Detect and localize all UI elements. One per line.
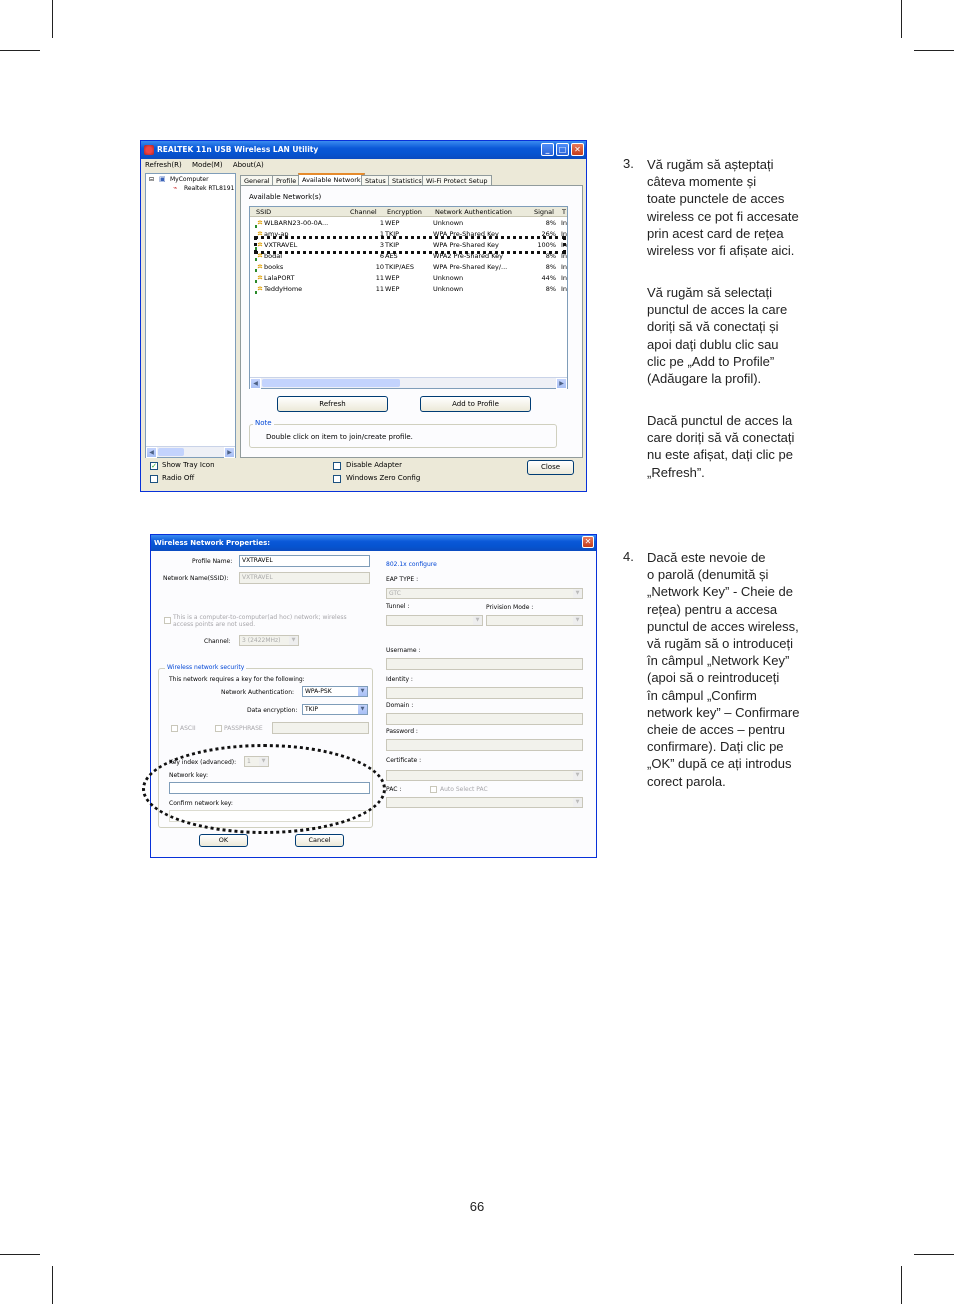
domain-input[interactable] xyxy=(386,713,583,725)
cell-auth: Unknown xyxy=(433,285,464,293)
confirm-key-label: Confirm network key: xyxy=(169,800,233,807)
windows-zero-config-checkbox[interactable] xyxy=(333,475,341,483)
cell-ssid: VXTRAVEL xyxy=(264,241,298,249)
cell-auth: Unknown xyxy=(433,219,464,227)
eap-label: EAP TYPE : xyxy=(386,576,419,583)
cell-type: In xyxy=(561,219,568,227)
show-tray-checkbox[interactable]: ✓ xyxy=(151,462,157,470)
step-4-number: 4. xyxy=(623,549,634,564)
cell-signal: 44% xyxy=(541,274,556,282)
step-3-para-1: Vă rugăm să așteptați câteva momente și toate punctele de acces wireless ce pot fi accesate prin acest card de rețea wireless vor fi afișate aici. xyxy=(647,157,799,259)
provision-label: Privision Mode : xyxy=(486,604,534,611)
window-title: Wireless Network Properties: xyxy=(154,539,271,547)
key-index-value: 1 xyxy=(247,758,251,765)
col-signal[interactable]: Signal xyxy=(534,208,554,216)
step-4-para-1: Dacă este nevoie de o parolă (denumită și „Network Key” - Cheie de rețea) pentru a accesa punctul de acces wireless, vă rugăm să o introduceți în câmpul „Network Key” (apoi să o reintroduceți în câmpul „Confirm network key” – Confirmare cheie de acces – pentru confirmare). Dați clic pe „OK” după ce ați introdus corect parola. xyxy=(647,550,800,789)
scroll-thumb[interactable] xyxy=(262,379,400,387)
highlight-selected-network xyxy=(254,236,566,254)
tunnel-select[interactable] xyxy=(386,615,483,626)
signal-icon xyxy=(255,264,262,271)
tab-general[interactable]: General xyxy=(240,175,274,186)
scroll-thumb[interactable] xyxy=(158,448,184,456)
cell-ssid: LalaPORT xyxy=(264,274,295,282)
tree-adapter[interactable]: Realtek RTL8191 xyxy=(184,185,235,192)
cell-auth: WPA Pre-Shared Key xyxy=(433,241,499,249)
profile-name-input[interactable]: VXTRAVEL xyxy=(239,555,370,567)
ascii-label: ASCII xyxy=(180,725,196,732)
scroll-left-icon[interactable]: ◀ xyxy=(146,447,157,458)
cell-enc: WEP xyxy=(385,285,400,293)
auto-pac-checkbox[interactable] xyxy=(430,786,437,793)
cell-ssid: bodal xyxy=(264,252,283,260)
title-bar[interactable] xyxy=(151,535,596,551)
cell-type: In xyxy=(561,241,568,249)
window-title: REALTEK 11n USB Wireless LAN Utility xyxy=(157,145,319,154)
cell-auth: WPA Pre-Shared Key/... xyxy=(433,263,508,271)
tab-status[interactable]: Status xyxy=(361,175,390,186)
page-number: 66 xyxy=(469,1199,485,1214)
table-row[interactable] xyxy=(250,273,567,284)
cell-type: In xyxy=(561,285,568,293)
maximize-icon[interactable]: □ xyxy=(556,143,569,156)
note-title: Note xyxy=(255,419,272,427)
crop-mark xyxy=(914,1254,954,1255)
auth-value: WPA-PSK xyxy=(305,688,332,695)
cell-type: In xyxy=(561,274,568,282)
scroll-left-icon[interactable]: ◀ xyxy=(250,378,261,389)
security-title: Wireless network security xyxy=(167,664,245,671)
certificate-label: Certificate : xyxy=(386,757,422,764)
step-3-para-2: Vă rugăm să selectați punctul de acces la care doriți să vă conectați și apoi dați dublu clic sau clic pe „Add to Profile” (Adăugare la profil). xyxy=(647,285,788,387)
crop-mark xyxy=(0,1254,40,1255)
chevron-down-icon[interactable]: ▼ xyxy=(573,589,582,598)
col-type[interactable]: T xyxy=(562,208,566,216)
password-input[interactable] xyxy=(386,739,583,751)
col-encryption[interactable]: Encryption xyxy=(387,208,422,216)
tab-available-network[interactable]: Available Network xyxy=(298,173,365,186)
cell-enc: TKIP xyxy=(385,230,400,238)
cell-signal: 8% xyxy=(545,263,556,271)
menu-refresh[interactable]: Refresh(R) xyxy=(145,161,182,169)
cell-signal: 26% xyxy=(541,230,556,238)
cell-auth: WPA2 Pre-Shared Key xyxy=(433,252,503,260)
section-label: Available Network(s) xyxy=(249,193,322,201)
chevron-down-icon[interactable]: ▼ xyxy=(358,705,367,714)
key-index-label: Key index (advanced): xyxy=(169,759,237,766)
show-tray-label: Show Tray Icon xyxy=(162,461,215,469)
title-bar[interactable] xyxy=(141,141,586,159)
enc-select[interactable] xyxy=(302,704,368,715)
scroll-right-icon[interactable]: ▶ xyxy=(224,447,235,458)
channel-value: 3 (2422MHz) xyxy=(242,637,281,644)
tree-root[interactable]: MyComputer xyxy=(170,176,209,183)
add-to-profile-button[interactable]: Add to Profile xyxy=(420,396,531,412)
chevron-down-icon[interactable]: ▼ xyxy=(473,616,482,625)
tab-statistics[interactable]: Statistics xyxy=(388,175,426,186)
tab-profile[interactable]: Profile xyxy=(272,175,300,186)
chevron-down-icon[interactable]: ▼ xyxy=(573,616,582,625)
crop-mark xyxy=(0,50,40,51)
minimize-icon[interactable]: _ xyxy=(541,143,554,156)
cell-type: In xyxy=(561,252,568,260)
eap-value: GTC xyxy=(389,590,401,597)
step-3-number: 3. xyxy=(623,156,634,171)
computer-icon: ▣ xyxy=(159,175,166,183)
passphrase-input[interactable] xyxy=(272,722,369,734)
table-row[interactable] xyxy=(250,262,567,273)
disable-adapter-label: Disable Adapter xyxy=(346,461,402,469)
pac-select[interactable] xyxy=(386,797,583,808)
enc-value: TKIP xyxy=(305,706,318,713)
realtek-logo-icon xyxy=(144,145,154,155)
username-input[interactable] xyxy=(386,658,583,670)
cell-channel: 11 xyxy=(375,285,384,293)
eap-select[interactable] xyxy=(386,588,583,599)
close-button[interactable]: Close xyxy=(527,460,574,475)
cell-auth: Unknown xyxy=(433,274,464,282)
identity-input[interactable] xyxy=(386,687,583,699)
col-ssid[interactable]: SSID xyxy=(256,208,272,216)
col-auth[interactable]: Network Authentication xyxy=(435,208,512,216)
security-text: This network requires a key for the following: xyxy=(169,676,305,683)
radio-off-label: Radio Off xyxy=(162,474,195,482)
wlan-utility-window xyxy=(140,140,587,492)
enc-label: Data encryption: xyxy=(247,707,298,714)
crop-mark xyxy=(52,1266,53,1304)
table-row[interactable] xyxy=(250,284,567,295)
chevron-down-icon[interactable]: ▼ xyxy=(259,757,268,766)
windows-zero-config-label: Windows Zero Config xyxy=(346,474,421,482)
cell-ssid: WLBARN23-00-0A... xyxy=(264,219,329,227)
cell-channel: 1 xyxy=(379,219,384,227)
crop-mark xyxy=(52,0,53,38)
tree-expand-icon[interactable]: ⊟ xyxy=(149,176,155,183)
cell-channel: 3 xyxy=(379,241,384,249)
auth-label: Network Authentication: xyxy=(221,689,295,696)
domain-label: Domain : xyxy=(386,702,414,709)
adapter-icon: ⌁ xyxy=(173,184,178,192)
provision-select[interactable] xyxy=(486,615,583,626)
signal-icon xyxy=(255,253,262,260)
tunnel-label: Tunnel : xyxy=(386,603,410,610)
refresh-button[interactable]: Refresh xyxy=(277,396,388,412)
chevron-down-icon[interactable]: ▼ xyxy=(573,798,582,807)
cell-ssid: TeddyHome xyxy=(264,285,303,293)
crop-mark xyxy=(901,0,902,38)
cell-channel: 6 xyxy=(379,252,384,260)
crop-mark xyxy=(901,1266,902,1304)
dot1x-title: 802.1x configure xyxy=(386,561,437,568)
signal-icon xyxy=(255,275,262,282)
cell-auth: WPA Pre-Shared Key xyxy=(433,230,499,238)
device-tree[interactable] xyxy=(145,173,236,458)
table-row[interactable] xyxy=(250,218,567,229)
adhoc-label: This is a computer-to-computer(ad hoc) network; wireless access points are not used. xyxy=(173,614,347,628)
identity-label: Identity : xyxy=(386,676,413,683)
chevron-down-icon[interactable]: ▼ xyxy=(358,687,367,696)
network-key-label: Network key: xyxy=(169,772,209,779)
channel-select[interactable] xyxy=(239,635,299,646)
cell-ssid: books xyxy=(264,263,284,271)
list-header xyxy=(250,207,567,217)
disable-adapter-checkbox[interactable] xyxy=(333,462,341,470)
certificate-select[interactable] xyxy=(386,770,583,781)
menu-bar xyxy=(141,159,586,171)
close-icon[interactable]: ✕ xyxy=(582,536,594,548)
username-label: Username : xyxy=(386,647,421,654)
note-group xyxy=(249,419,557,448)
step-3-para-3: Dacă punctul de acces la care doriți să vă conectați nu este afișat, dați clic pe „Refresh”. xyxy=(647,413,795,480)
cell-channel: 10 xyxy=(375,263,384,271)
scroll-right-icon[interactable]: ▶ xyxy=(556,378,567,389)
cell-enc: TKIP xyxy=(385,241,400,249)
profile-name-label: Profile Name: xyxy=(192,558,233,565)
available-network-page xyxy=(240,185,583,458)
list-scrollbar[interactable] xyxy=(250,377,567,388)
highlight-network-key xyxy=(142,744,386,834)
chevron-down-icon[interactable]: ▼ xyxy=(289,636,298,645)
cell-enc: AES xyxy=(385,252,398,260)
ssid-input[interactable]: VXTRAVEL xyxy=(239,572,370,584)
chevron-down-icon[interactable]: ▼ xyxy=(573,771,582,780)
menu-about[interactable]: About(A) xyxy=(232,161,264,169)
cell-enc: WEP xyxy=(385,274,400,282)
signal-icon xyxy=(255,286,262,293)
cell-type: In xyxy=(561,230,568,238)
crop-mark xyxy=(914,50,954,51)
ssid-label: Network Name(SSID): xyxy=(163,575,229,582)
passphrase-checkbox[interactable] xyxy=(215,725,222,732)
tree-scrollbar[interactable] xyxy=(146,446,235,457)
cell-ssid: amy-ap xyxy=(264,230,289,238)
auto-pac-label: Auto Select PAC xyxy=(440,786,488,793)
cell-signal: 100% xyxy=(537,241,556,249)
cell-signal: 8% xyxy=(545,219,556,227)
network-list[interactable] xyxy=(249,206,568,389)
auth-select[interactable] xyxy=(302,686,368,697)
password-label: Password : xyxy=(386,728,418,735)
col-channel[interactable]: Channel xyxy=(350,208,377,216)
menu-mode[interactable]: Mode(M) xyxy=(192,161,223,169)
pac-label: PAC : xyxy=(386,786,402,793)
tab-wifi-protect-setup[interactable]: Wi-Fi Protect Setup xyxy=(422,175,492,186)
note-text: Double click on item to join/create profile. xyxy=(266,433,413,441)
cell-type: In xyxy=(561,263,568,271)
ascii-checkbox[interactable] xyxy=(171,725,178,732)
ok-button[interactable]: OK xyxy=(199,834,248,847)
channel-label: Channel: xyxy=(204,638,231,645)
signal-icon xyxy=(255,220,262,227)
adhoc-checkbox[interactable] xyxy=(164,617,171,624)
radio-off-checkbox[interactable] xyxy=(150,475,158,483)
cell-enc: TKIP/AES xyxy=(385,263,414,271)
cell-channel: 11 xyxy=(375,274,384,282)
cancel-button[interactable]: Cancel xyxy=(295,834,344,847)
passphrase-label: PASSPHRASE xyxy=(224,725,263,732)
cell-signal: 8% xyxy=(545,252,556,260)
cell-enc: WEP xyxy=(385,219,400,227)
close-icon[interactable]: ✕ xyxy=(571,143,584,156)
cell-channel: 1 xyxy=(379,230,384,238)
cell-signal: 8% xyxy=(545,285,556,293)
